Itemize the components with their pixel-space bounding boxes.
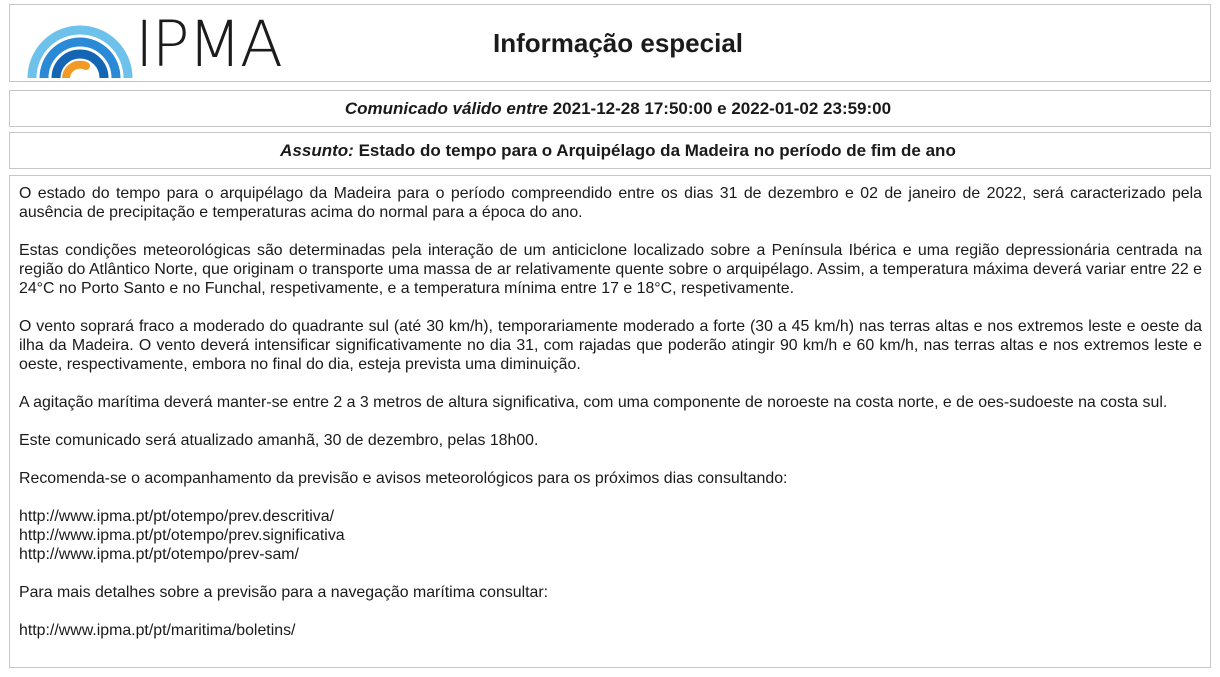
subject-panel bbox=[9, 132, 1211, 169]
link-prev-sam[interactable]: http://www.ipma.pt/pt/otempo/prev-sam/ bbox=[19, 546, 299, 563]
paragraph-recommendation: Recomenda-se o acompanhamento da previsão e avisos meteorológicos para os próximos dias consultando: bbox=[19, 470, 788, 487]
validity-panel bbox=[9, 90, 1211, 127]
paragraph-synoptic: Estas condições meteorológicas são determinadas pela interação de um anticiclone localizado sobre a Península Ibérica e uma região depressionária centrada na região do Atlântico Norte, que originam o transporte uma massa de ar relativamente quente sobre o arquipélago. Assim, a temperatura máxima deverá variar entre 22 e 24°C no Porto Santo e no Funchal, respetivamente, e a temperatura mínima entre 17 e 18°C, respetivamente. bbox=[19, 242, 1202, 297]
validity-dates: 2021-12-28 17:50:00 e 2022-01-02 23:59:00 bbox=[552, 99, 892, 118]
paragraph-update: Este comunicado será atualizado amanhã, 30 de dezembro, pelas 18h00. bbox=[19, 432, 539, 449]
subject-lead: Assunto: bbox=[280, 141, 354, 160]
header-panel bbox=[9, 4, 1211, 82]
paragraph-maritime: Para mais detalhes sobre a previsão para a navegação marítima consultar: bbox=[19, 584, 549, 601]
maritime-links bbox=[19, 621, 1202, 640]
paragraph-sea: A agitação marítima deverá manter-se entre 2 a 3 metros de altura significativa, com uma componente de noroeste na costa norte, e de oes-sudoeste na costa sul. bbox=[19, 394, 1168, 411]
link-prev-significativa[interactable]: http://www.ipma.pt/pt/otempo/prev.significativa bbox=[19, 527, 345, 544]
forecast-links bbox=[19, 507, 1202, 564]
logo-wordmark: IPMA bbox=[135, 8, 282, 81]
link-prev-descritiva[interactable]: http://www.ipma.pt/pt/otempo/prev.descritiva/ bbox=[19, 508, 335, 525]
link-maritima-boletins[interactable]: http://www.ipma.pt/pt/maritima/boletins/ bbox=[19, 622, 296, 639]
subject-text: Estado do tempo para o Arquipélago da Madeira no período de fim de ano bbox=[358, 141, 956, 160]
validity-line bbox=[10, 91, 1210, 126]
subject-line bbox=[10, 133, 1210, 168]
paragraph-summary: O estado do tempo para o arquipélago da Madeira para o período compreendido entre os dias 31 de dezembro e 02 de janeiro de 2022, será caracterizado pela ausência de precipitação e temperaturas acima do normal para a época do ano. bbox=[19, 185, 1202, 221]
page-title: Informação especial bbox=[493, 28, 743, 58]
validity-lead: Comunicado válido entre bbox=[344, 99, 548, 118]
paragraph-wind: O vento soprará fraco a moderado do quadrante sul (até 30 km/h), temporariamente moderado a forte (30 a 45 km/h) nas terras altas e nos extremos leste e oeste da ilha da Madeira. O vento deverá intensificar significativamente no dia 31, com rajadas que poderão atingir 90 km/h e 60 km/h, nas terras altas e nos extremos leste e oeste, respectivamente, embora no final do dia, esteja prevista uma diminuição. bbox=[19, 318, 1202, 373]
bulletin-body bbox=[9, 175, 1211, 668]
